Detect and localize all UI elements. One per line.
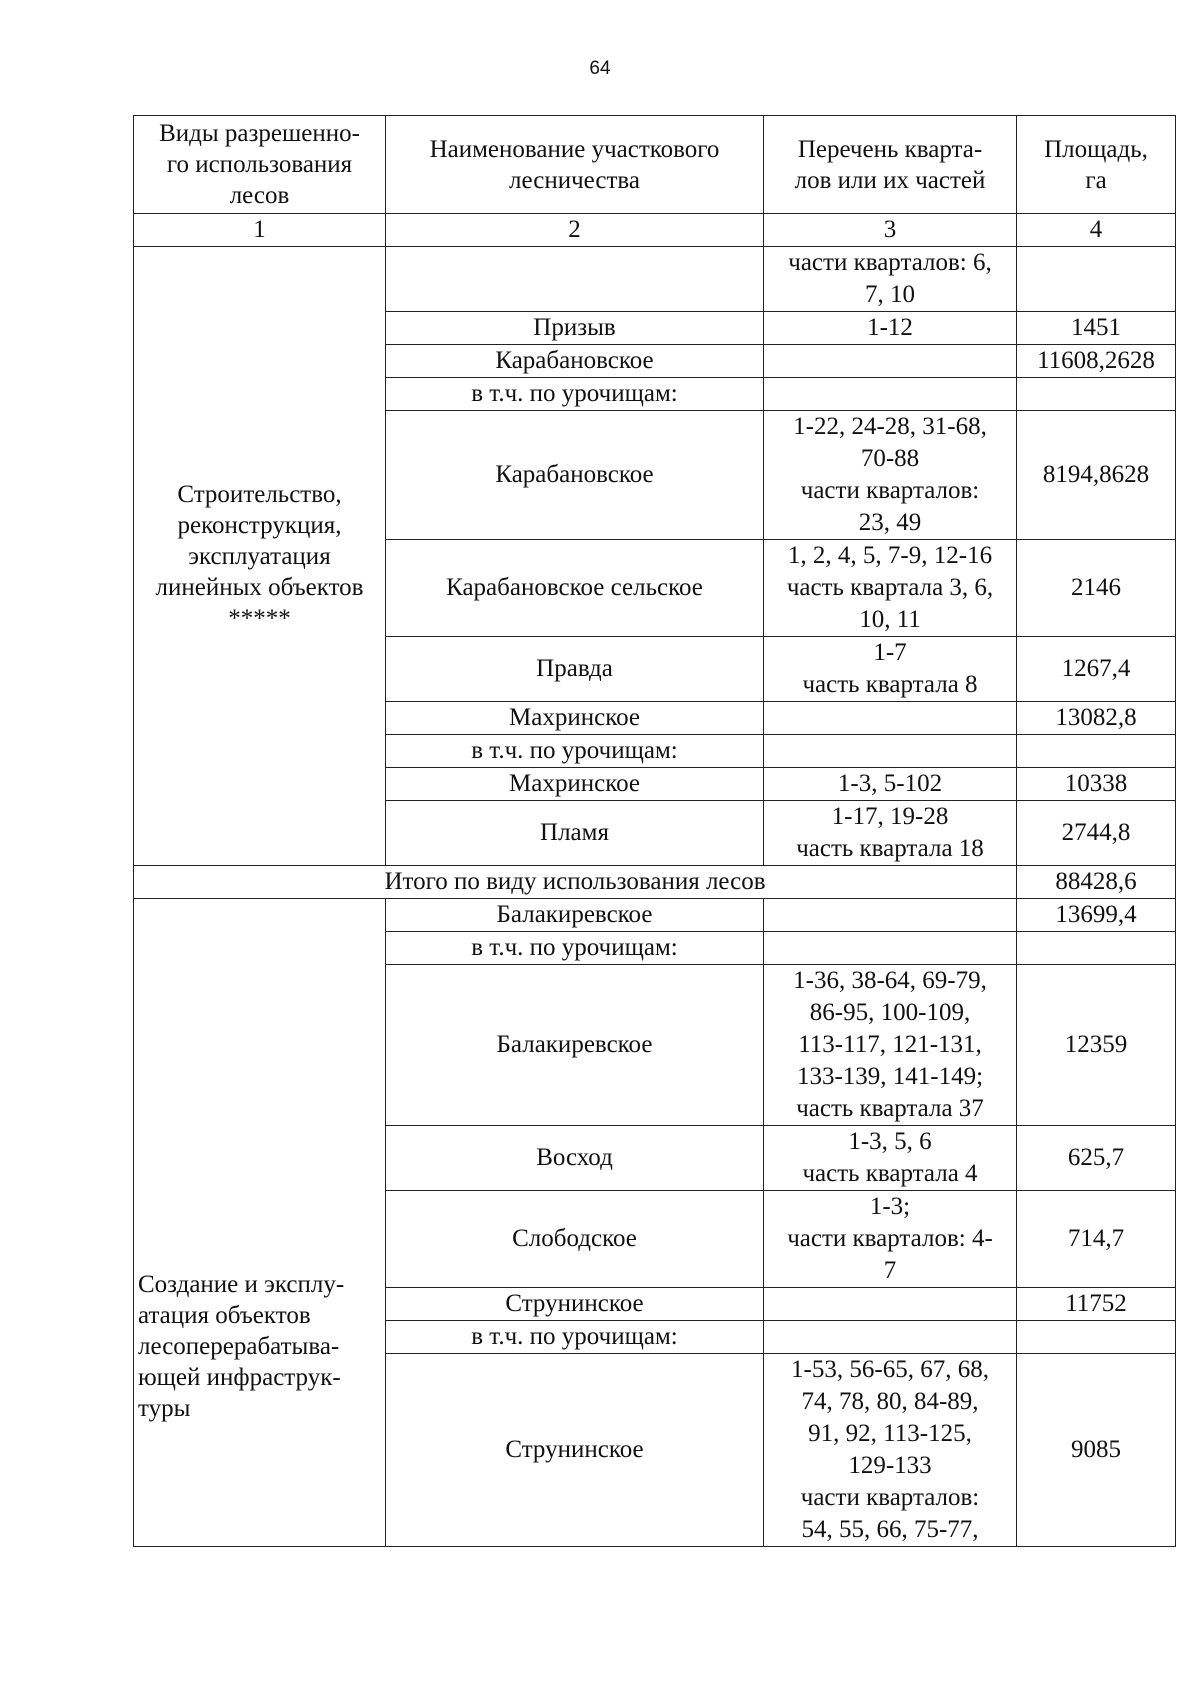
- quarters-cell: 1-12: [764, 312, 1017, 345]
- forestry-name-cell: Слободское: [386, 1191, 764, 1288]
- page-number: 64: [589, 58, 611, 79]
- area-cell: [1017, 378, 1176, 411]
- forestry-name-cell: Балакиревское: [386, 899, 764, 932]
- area-cell: [1017, 247, 1176, 312]
- total-row: [134, 866, 1176, 899]
- total-label: Итого по виду использования лесов: [134, 866, 1017, 899]
- header-area: Площадь, га: [1017, 116, 1176, 214]
- quarters-cell: 1-3; части кварталов: 4- 7: [764, 1191, 1017, 1288]
- quarters-cell: [764, 345, 1017, 378]
- forestry-name-cell: Струнинское: [386, 1288, 764, 1321]
- area-cell: 13699,4: [1017, 899, 1176, 932]
- area-cell: 9085: [1017, 1354, 1176, 1547]
- header-kind: Виды разрешенно- го использования лесов: [134, 116, 386, 214]
- quarters-cell: 1, 2, 4, 5, 7-9, 12-16 часть квартала 3, 6, 10, 11: [764, 540, 1017, 637]
- total-area: 88428,6: [1017, 866, 1176, 899]
- forestry-name-cell: Карабановское сельское: [386, 540, 764, 637]
- table-row: [134, 247, 1176, 312]
- area-cell: 1267,4: [1017, 637, 1176, 702]
- forestry-name-cell: Карабановское: [386, 411, 764, 540]
- column-number: 3: [764, 214, 1017, 247]
- quarters-cell: [764, 932, 1017, 965]
- area-cell: 2744,8: [1017, 801, 1176, 866]
- area-cell: [1017, 735, 1176, 768]
- area-cell: 8194,8628: [1017, 411, 1176, 540]
- header-quarters: Перечень кварта- лов или их частей: [764, 116, 1017, 214]
- quarters-cell: [764, 899, 1017, 932]
- column-number: 1: [134, 214, 386, 247]
- forestry-name-cell: Карабановское: [386, 345, 764, 378]
- forestry-name-cell: в т.ч. по урочищам:: [386, 932, 764, 965]
- forestry-name-cell: Махринское: [386, 768, 764, 801]
- area-cell: 11752: [1017, 1288, 1176, 1321]
- forestry-name-cell: Балакиревское: [386, 965, 764, 1126]
- forest-use-table: [133, 115, 1176, 1547]
- forestry-name-cell: Призыв: [386, 312, 764, 345]
- area-cell: 2146: [1017, 540, 1176, 637]
- table-row: [134, 899, 1176, 932]
- column-numbers-row: [134, 214, 1176, 247]
- forestry-name-cell: [386, 247, 764, 312]
- quarters-cell: [764, 1288, 1017, 1321]
- quarters-cell: [764, 1321, 1017, 1354]
- quarters-cell: 1-7 часть квартала 8: [764, 637, 1017, 702]
- forestry-name-cell: в т.ч. по урочищам:: [386, 735, 764, 768]
- area-cell: 10338: [1017, 768, 1176, 801]
- quarters-cell: 1-53, 56-65, 67, 68, 74, 78, 80, 84-89, 91, 92, 113-125, 129-133 части кварталов: 54, 55, 66, 75-77,: [764, 1354, 1017, 1547]
- quarters-cell: [764, 702, 1017, 735]
- area-cell: 13082,8: [1017, 702, 1176, 735]
- forestry-name-cell: Пламя: [386, 801, 764, 866]
- area-cell: 1451: [1017, 312, 1176, 345]
- use-kind-cell: Строительство, реконструкция, эксплуатация линейных объектов *****: [134, 247, 386, 866]
- quarters-cell: 1-3, 5-102: [764, 768, 1017, 801]
- column-number: 4: [1017, 214, 1176, 247]
- use-kind-cell: Создание и эксплу- атация объектов лесоперерабатыва- ющей инфраструк- туры: [134, 899, 386, 1547]
- quarters-cell: 1-36, 38-64, 69-79, 86-95, 100-109, 113-117, 121-131, 133-139, 141-149; часть квартала 37: [764, 965, 1017, 1126]
- quarters-cell: 1-3, 5, 6 часть квартала 4: [764, 1126, 1017, 1191]
- forestry-name-cell: в т.ч. по урочищам:: [386, 378, 764, 411]
- forestry-name-cell: Правда: [386, 637, 764, 702]
- area-cell: [1017, 932, 1176, 965]
- area-cell: 11608,2628: [1017, 345, 1176, 378]
- area-cell: 714,7: [1017, 1191, 1176, 1288]
- quarters-cell: 1-22, 24-28, 31-68, 70-88 части кварталов: 23, 49: [764, 411, 1017, 540]
- forestry-name-cell: Махринское: [386, 702, 764, 735]
- forestry-name-cell: Восход: [386, 1126, 764, 1191]
- quarters-cell: 1-17, 19-28 часть квартала 18: [764, 801, 1017, 866]
- column-number: 2: [386, 214, 764, 247]
- area-cell: 625,7: [1017, 1126, 1176, 1191]
- quarters-cell: [764, 378, 1017, 411]
- forestry-name-cell: Струнинское: [386, 1354, 764, 1547]
- area-cell: 12359: [1017, 965, 1176, 1126]
- forestry-name-cell: в т.ч. по урочищам:: [386, 1321, 764, 1354]
- area-cell: [1017, 1321, 1176, 1354]
- quarters-cell: [764, 735, 1017, 768]
- header-forestry-name: Наименование участкового лесничества: [386, 116, 764, 214]
- quarters-cell: части кварталов: 6, 7, 10: [764, 247, 1017, 312]
- header-row: [134, 116, 1176, 214]
